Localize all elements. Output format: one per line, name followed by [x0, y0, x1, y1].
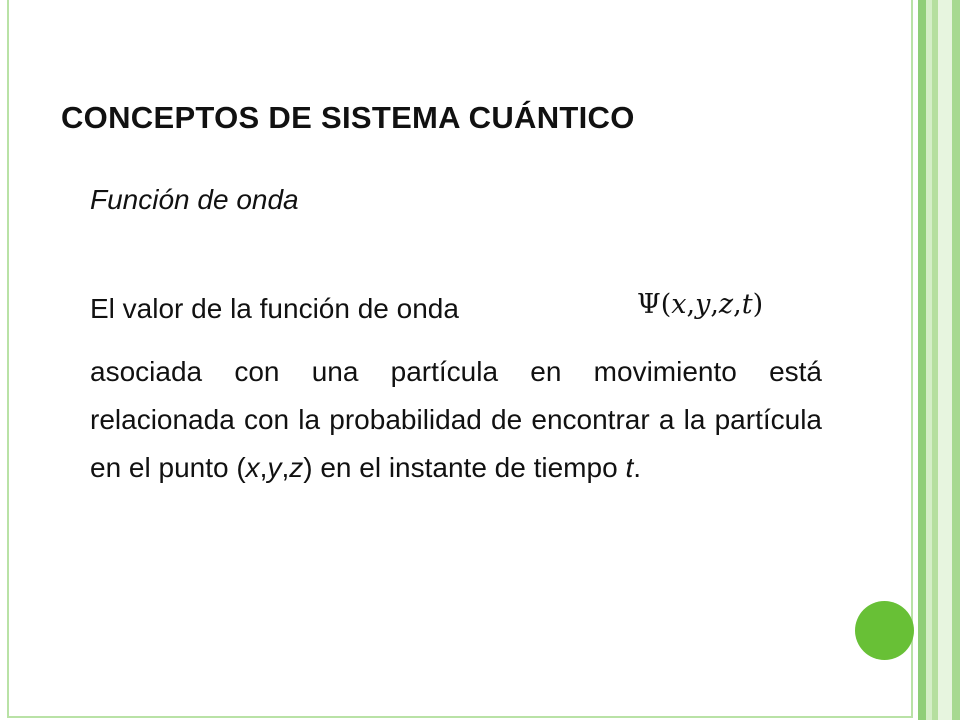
slide-subtitle: Función de onda	[90, 184, 299, 215]
formula-comma: ,	[733, 289, 742, 320]
intro-text: El valor de la función de onda	[90, 293, 459, 324]
formula-var: t	[741, 289, 753, 320]
decorative-stripe	[938, 0, 952, 720]
slide-title: CONCEPTOS DE SISTEMA CUÁNTICO	[61, 100, 635, 135]
formula-paren: )	[752, 289, 764, 320]
var-z: z	[289, 452, 304, 483]
body-paragraph	[90, 348, 822, 492]
decorative-stripe	[918, 0, 926, 720]
paragraph-period: .	[633, 452, 641, 483]
wave-function-formula	[637, 289, 763, 320]
var-y: y	[267, 452, 282, 483]
formula-comma: ,	[710, 289, 719, 320]
paragraph-comma: ,	[281, 452, 290, 483]
var-t: t	[625, 452, 634, 483]
paragraph-text: ) en el instante de tiempo	[303, 452, 626, 483]
paragraph-comma: ,	[259, 452, 268, 483]
decorative-circle	[855, 601, 914, 660]
formula-var: z	[718, 289, 734, 320]
decorative-stripe	[952, 0, 960, 720]
formula-paren: (	[660, 289, 672, 320]
paragraph-text: asociada con una partícula en movimiento está relacionada con la probabilidad de encontrar a la partícula en el punto (	[90, 356, 822, 483]
formula-comma: ,	[686, 289, 696, 320]
psi-symbol: Ψ	[637, 289, 661, 320]
var-x: x	[245, 452, 260, 483]
formula-var: x	[671, 289, 687, 320]
formula-var: y	[695, 289, 711, 320]
